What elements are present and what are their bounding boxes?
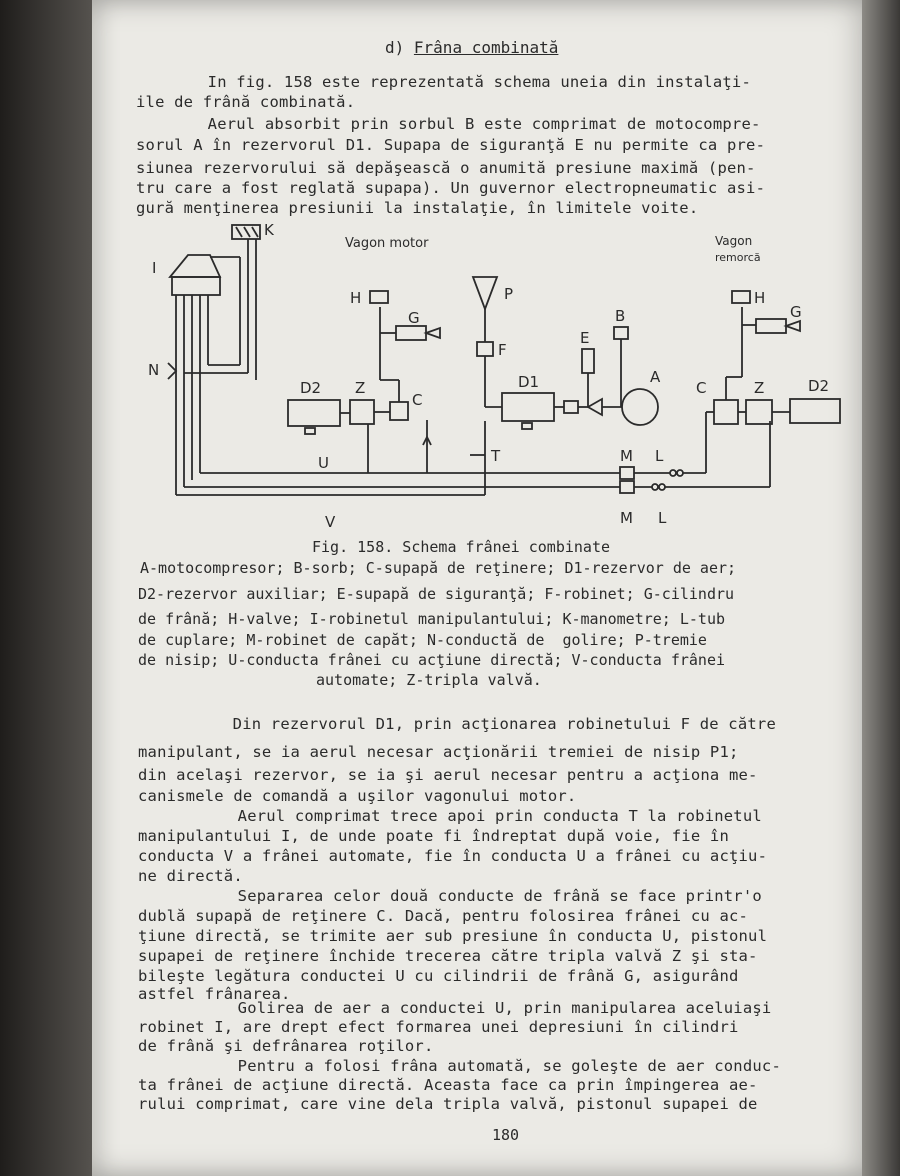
- body-line: rului comprimat, care vine dela tripla valvă, pistonul supapei de: [138, 1095, 758, 1113]
- sand-hopper-p: [473, 277, 497, 309]
- valve-h-right: [732, 291, 750, 303]
- caption-line: de frână; H-valve; I-robinetul manipulantului; K-manometre; L-tub: [138, 610, 725, 628]
- letter-m-bottom: M: [620, 509, 633, 527]
- safety-valve-e: [582, 349, 594, 373]
- caption-line: A-motocompresor; B-sorb; C-supapă de reţinere; D1-rezervor de aer;: [140, 559, 737, 577]
- suction-filter-b: [614, 327, 628, 339]
- letter-m-top: M: [620, 447, 633, 465]
- body-line: canismele de comandă a uşilor vagonului motor.: [138, 787, 577, 805]
- body-line: de frână şi defrânarea roţilor.: [138, 1037, 434, 1055]
- body-line: dublă supapă de reţinere C. Dacă, pentru folosirea frânei cu ac-: [138, 907, 749, 925]
- body-line: manipulantului I, de unde poate fi îndreptat după voie, fie în: [138, 827, 729, 845]
- body-line: ta frânei de acţiune directă. Aceasta face ca prin împingerea ae-: [138, 1076, 758, 1094]
- letter-g-left: G: [408, 309, 420, 327]
- body-line: manipulant, se ia aerul necesar acţionării tremiei de nisip P1;: [138, 743, 739, 761]
- triple-valve-z-right: [746, 400, 772, 424]
- letter-n: N: [148, 361, 160, 379]
- letter-h-right: H: [754, 289, 766, 307]
- brake-schematic-diagram: [140, 215, 850, 535]
- letter-l-top: L: [655, 447, 664, 465]
- letter-d2-right: D2: [808, 377, 830, 395]
- body-line: robinet I, are drept efect formarea unei depresiuni în cilindri: [138, 1018, 739, 1036]
- end-cock-m-bottom: [620, 481, 634, 493]
- scan-left-edge: [0, 0, 92, 1176]
- triple-valve-z-left: [350, 400, 374, 424]
- body-line: Pentru a folosi frâna automată, se goleşte de aer conduc-: [190, 1057, 781, 1075]
- caption-line: automate; Z-tripla valvă.: [316, 671, 542, 689]
- label-vagon: Vagon: [715, 234, 753, 248]
- motor-compressor-a: [622, 389, 658, 425]
- section-heading-title: Frâna combinată: [413, 38, 559, 57]
- label-remorca: remorcă: [715, 251, 761, 264]
- body-line: astfel frânarea.: [138, 985, 291, 1003]
- scan-spine-shadow: [862, 0, 900, 1176]
- letter-v: V: [325, 513, 336, 531]
- body-line: ţiune directă, se trimite aer sub presiune în conducta U, pistonul: [138, 927, 768, 945]
- page-number: 180: [492, 1126, 520, 1144]
- aux-reservoir-d2-left: [288, 400, 340, 426]
- letter-c-left: C: [412, 391, 423, 409]
- cock-f: [477, 342, 493, 356]
- letter-a: A: [650, 368, 661, 386]
- section-heading: [385, 38, 558, 57]
- body-line: Aerul comprimat trece apoi prin conducta T la robinetul: [190, 807, 762, 825]
- letter-t: T: [491, 447, 501, 465]
- body-line: bileşte legătura conductei U cu cilindrii de frână G, asigurând: [138, 967, 739, 985]
- driver-valve-i: [170, 255, 220, 277]
- body-line: supapei de reţinere închide trecerea către tripla valvă Z şi sta-: [138, 947, 758, 965]
- aux-reservoir-d2-right: [790, 399, 840, 423]
- letter-k: K: [264, 221, 274, 239]
- letter-f: F: [498, 341, 507, 359]
- letter-e: E: [580, 329, 590, 347]
- body-line: Golirea de aer a conductei U, prin manipularea aceluiaşi: [190, 999, 772, 1017]
- intro-line: Aerul absorbit prin sorbul B este comprimat de motocompre-: [160, 115, 761, 133]
- letter-p: P: [504, 285, 514, 303]
- intro-line: gură menţinerea presiunii la instalaţie, în limitele voite.: [136, 199, 699, 217]
- caption-title: Fig. 158. Schema frânei combinate: [312, 538, 611, 556]
- letter-d2-left: D2: [300, 379, 322, 397]
- letter-z-left: Z: [355, 379, 366, 397]
- letter-b: B: [615, 307, 626, 325]
- section-heading-prefix: d): [385, 38, 414, 57]
- intro-line: ile de frână combinată.: [136, 93, 356, 111]
- caption-line: D2-rezervor auxiliar; E-supapă de siguranţă; F-robinet; G-cilindru: [138, 585, 735, 603]
- brake-cylinder-g-left: [396, 326, 426, 340]
- body-line: Din rezervorul D1, prin acţionarea robinetului F de către: [185, 715, 776, 733]
- intro-line: In fig. 158 este reprezentată schema uneia din instalaţi-: [160, 73, 751, 91]
- caption-line: de nisip; U-conducta frânei cu acţiune directă; V-conducta frânei: [138, 651, 725, 669]
- check-valve-c-right: [714, 400, 738, 424]
- letter-z-right: Z: [754, 379, 765, 397]
- body-line: din acelaşi rezervor, se ia şi aerul necesar pentru a acţiona me-: [138, 766, 758, 784]
- letter-c-right: C: [696, 379, 707, 397]
- intro-line: siunea rezervorului să depăşească o anumită presiune maximă (pen-: [136, 159, 756, 177]
- valve-h-left: [370, 291, 388, 303]
- letter-l-bottom: L: [658, 509, 667, 527]
- letter-h-left: H: [350, 289, 362, 307]
- body-line: ne directă.: [138, 867, 243, 885]
- body-line: conducta V a frânei automate, fie în conducta U a frânei cu acţiu-: [138, 847, 768, 865]
- end-cock-m-top: [620, 467, 634, 479]
- caption-line: de cuplare; M-robinet de capăt; N-conductă de golire; P-tremie: [138, 631, 707, 649]
- main-reservoir-d1: [502, 393, 554, 421]
- label-vagon-motor: Vagon motor: [345, 236, 429, 251]
- intro-line: sorul A în rezervorul D1. Supapa de siguranţă E nu permite ca pre-: [136, 136, 766, 154]
- check-valve-c-left: [390, 402, 408, 420]
- letter-i: I: [152, 259, 157, 277]
- letter-g-right: G: [790, 303, 802, 321]
- letter-d1: D1: [518, 373, 540, 391]
- brake-cylinder-g-right: [756, 319, 786, 333]
- intro-line: tru care a fost reglată supapa). Un guvernor electropneumatic asi-: [136, 179, 766, 197]
- letter-u: U: [318, 454, 329, 472]
- body-line: Separarea celor două conducte de frână se face printr'o: [190, 887, 762, 905]
